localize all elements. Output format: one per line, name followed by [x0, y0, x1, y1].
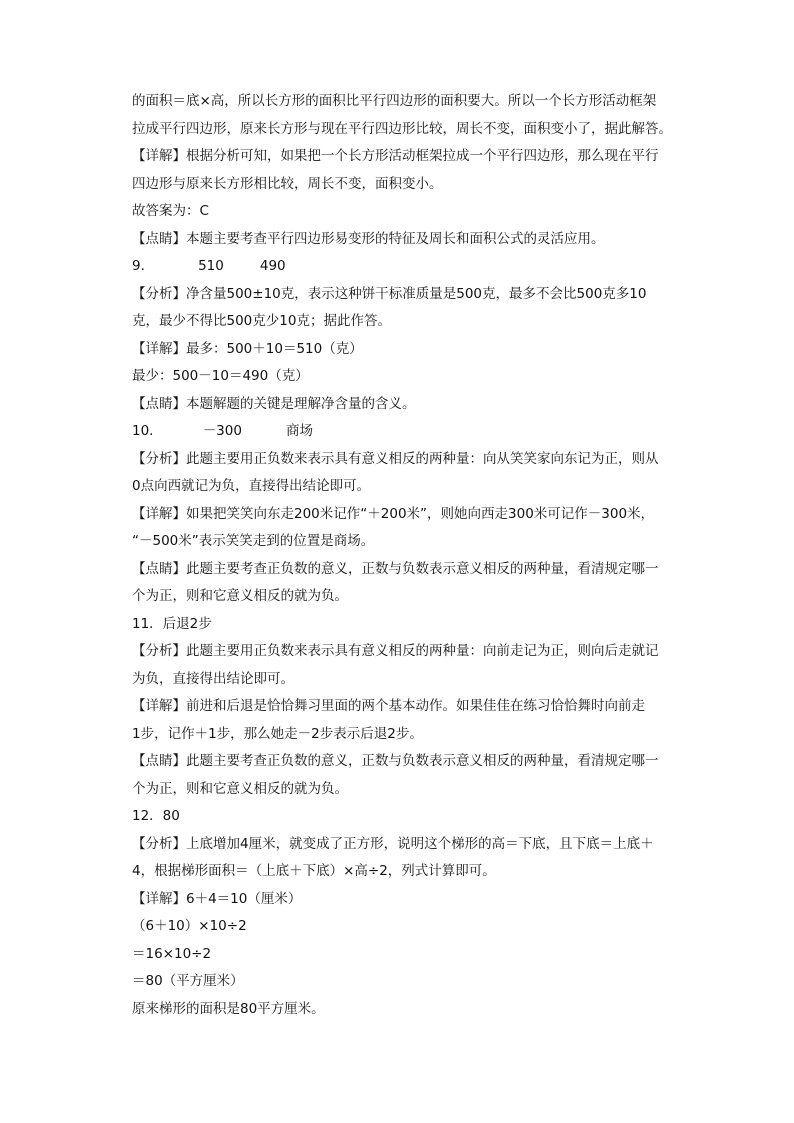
answer-text — [132, 88, 692, 1023]
text-line: 【详解】最多：500＋10＝510（克） — [132, 340, 363, 357]
text-line: 【点睛】此题主要考查正负数的意义，正数与负数表示意义相反的两种量，看清规定哪一 — [132, 753, 659, 769]
text-line: 【详解】前进和后退是恰恰舞习里面的两个基本动作。如果佳佳在练习恰恰舞时向前走 — [132, 698, 645, 714]
text-line: 克，最少不得比500克少10克；据此作答。 — [132, 313, 391, 329]
text-line: 【分析】此题主要用正负数来表示具有意义相反的两种量：向从笑笑家向东记为正，则从 — [132, 450, 659, 467]
question-10-answer — [132, 418, 692, 446]
text-line: 【分析】此题主要用正负数来表示具有意义相反的两种量：向前走记为正，则向后走就记 — [132, 643, 659, 659]
text-line: 【点睛】此题主要考查正负数的意义，正数与负数表示意义相反的两种量，看清规定哪一 — [132, 560, 659, 577]
text-line: 1步，记作＋1步，那么她走－2步表示后退2步。 — [132, 725, 423, 742]
text-line: 四边形与原来长方形相比较，周长不变，面积变小。 — [132, 175, 443, 192]
text-line: ＝80（平方厘米） — [132, 973, 244, 989]
text-line: 【分析】净含量500±10克，表示这种饼干标准质量是500克，最多不会比500克多10 — [132, 285, 647, 302]
answer-blank-2: 490 — [259, 258, 286, 274]
text-line: 个为正，则和它意义相反的就为负。 — [132, 588, 348, 604]
text-line: 拉成平行四边形，原来长方形与现在平行四边形比较，周长不变，面积变小了，据此解答。 — [132, 120, 672, 137]
text-line: 4，根据梯形面积＝（上底＋下底）×高÷2，列式计算即可。 — [132, 863, 496, 879]
text-line: 【详解】根据分析可知，如果把一个长方形活动框架拉成一个平行四边形，那么现在平行 — [132, 148, 659, 164]
question-9-answer — [132, 253, 692, 281]
text-line: （6＋10）×10÷2 — [132, 918, 247, 934]
answer-blank-1: －300 — [202, 423, 242, 439]
text-line: 【详解】6＋4＝10（厘米） — [132, 890, 302, 907]
text-line: 最少：500－10＝490（克） — [132, 368, 309, 384]
answer-blank-1: 510 — [198, 258, 224, 274]
question-11-answer: 11．后退2步 — [132, 615, 212, 632]
text-line: 【点睛】本题解题的关键是理解净含量的含义。 — [132, 395, 416, 412]
text-line: 故答案为：C — [132, 203, 209, 219]
text-line: 【分析】上底增加4厘米，就变成了正方形，说明这个梯形的高＝下底，且下底＝上底＋ — [132, 835, 654, 852]
question-number: 10． — [132, 423, 163, 439]
text-line: 为负，直接得出结论即可。 — [132, 670, 294, 687]
text-line: ＝16×10÷2 — [132, 945, 212, 962]
text-line: “－500米”表示笑笑走到的位置是商场。 — [132, 533, 375, 549]
text-line: 个为正，则和它意义相反的就为负。 — [132, 780, 348, 797]
text-line: 的面积＝底×高，所以长方形的面积比平行四边形的面积要大。所以一个长方形活动框架 — [132, 93, 657, 109]
text-line: 【详解】如果把笑笑向东走200米记作“＋200米”，则她向西走300米可记作－300米， — [132, 505, 655, 522]
text-line: 【点睛】本题主要考查平行四边形易变形的特征及周长和面积公式的灵活应用。 — [132, 230, 605, 247]
question-number: 9． — [132, 258, 155, 274]
text-line: 0点向西就记为负，直接得出结论即可。 — [132, 478, 371, 494]
answer-blank-2: 商场 — [285, 423, 313, 439]
question-12-answer: 12．80 — [132, 808, 180, 824]
text-line: 原来梯形的面积是80平方厘米。 — [132, 1000, 325, 1017]
